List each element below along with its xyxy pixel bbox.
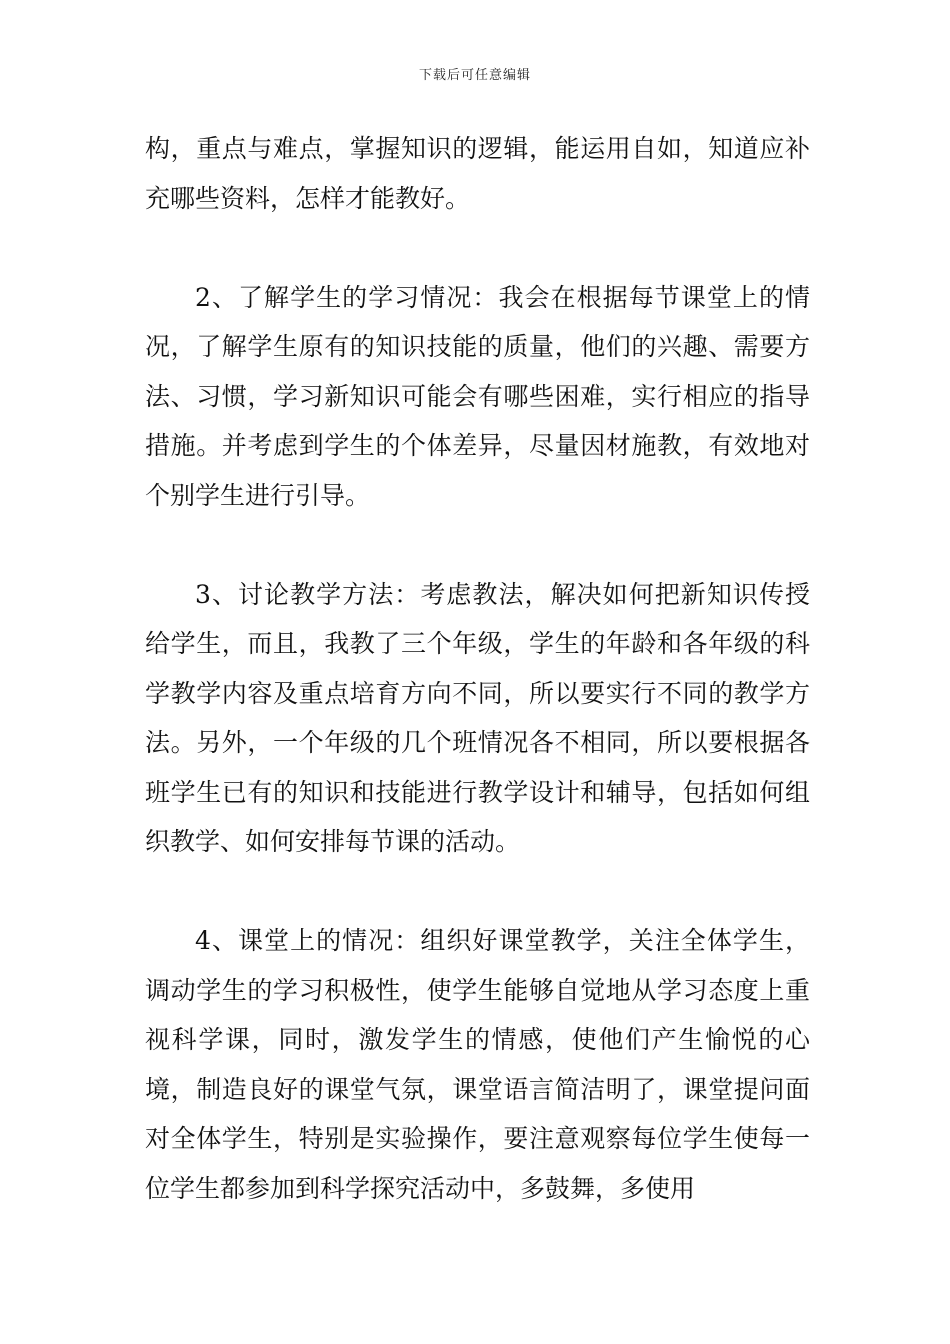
paragraph-item-4: 4、课堂上的情况：组织好课堂教学，关注全体学生，调动学生的学习积极性，使学生能够自觉地从学习态度上重视科学课，同时，激发学生的情感，使他们产生愉悦的心境，制造良好的课堂气氛，课堂语言简洁明了，课堂提问面对全体学生，特别是实验操作，要注意观察每位学生使每一位学生都参加到科学探究活动中，多鼓舞，多使用	[145, 926, 810, 1203]
paragraph-continuation: 构，重点与难点，掌握知识的逻辑，能运用自如，知道应补充哪些资料，怎样才能教好。	[145, 134, 810, 213]
paragraph-item-3: 3、讨论教学方法：考虑教法，解决如何把新知识传授给学生，而且，我教了三个年级，学生的年龄和各年级的科学教学内容及重点培育方向不同，所以要实行不同的教学方法。另外，一个年级的几个班情况各不相同，所以要根据各班学生已有的知识和技能进行教学设计和辅导，包括如何组织教学、如何安排每节课的活动。	[145, 579, 810, 856]
document-body	[145, 124, 810, 1213]
page-header-note: 下载后可任意编辑	[418, 68, 531, 83]
paragraph-item-2: 2、了解学生的学习情况：我会在根据每节课堂上的情况，了解学生原有的知识技能的质量，他们的兴趣、需要方法、习惯，学习新知识可能会有哪些困难，实行相应的指导措施。并考虑到学生的个体差异，尽量因材施教，有效地对个别学生进行引导。	[145, 282, 810, 510]
